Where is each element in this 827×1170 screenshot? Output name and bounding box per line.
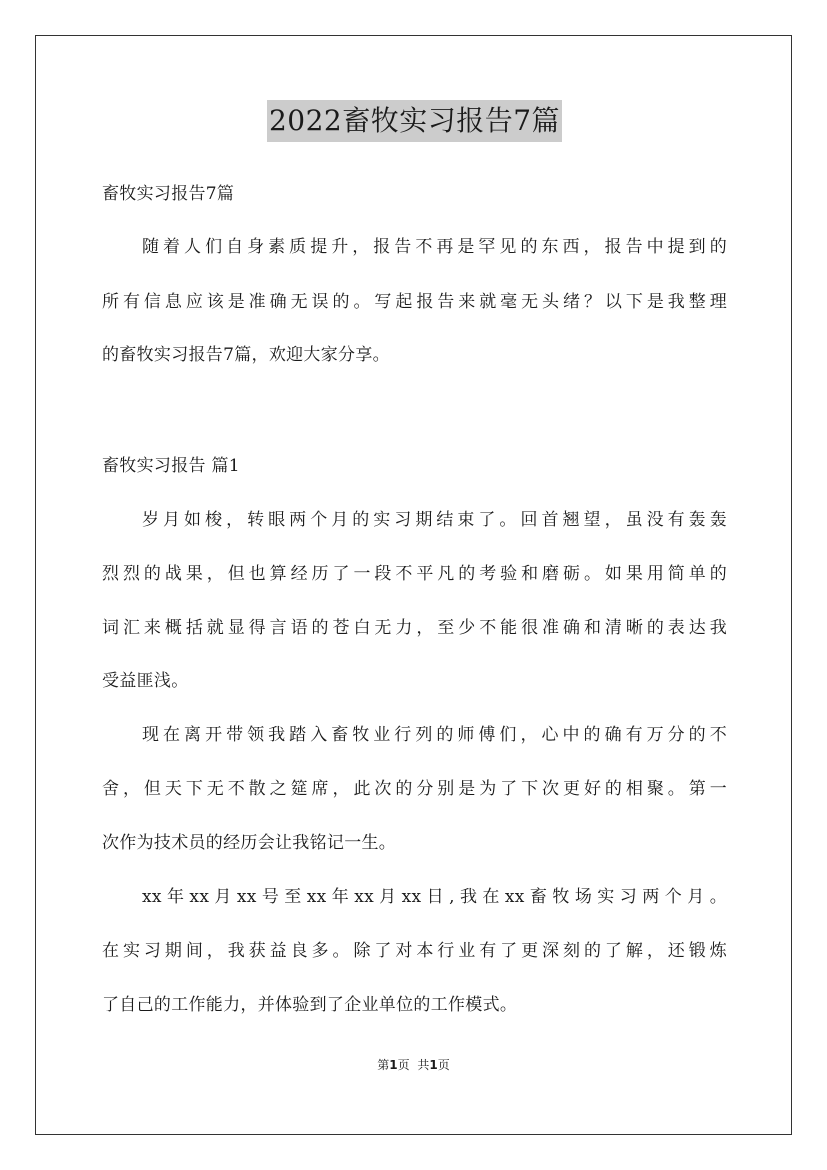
paragraph1-line-3: 词汇来概括就显得言语的苍白无力，至少不能很准确和清晰的表达我 bbox=[102, 618, 727, 638]
paragraph1-line-4: 受益匪浅。 bbox=[102, 671, 189, 691]
paragraph1-line-1: 岁月如梭，转眼两个月的实习期结束了。回首翘望，虽没有轰轰 bbox=[142, 510, 727, 530]
paragraph3-line-2: 在实习期间，我获益良多。除了对本行业有了更深刻的了解，还锻炼 bbox=[102, 941, 727, 961]
intro-line-1: 随着人们自身素质提升，报告不再是罕见的东西，报告中提到的 bbox=[142, 237, 727, 257]
page-prefix: 第 bbox=[377, 1058, 390, 1072]
paragraph2-line-1: 现在离开带领我踏入畜牧业行列的师傅们，心中的确有万分的不 bbox=[142, 725, 727, 745]
page-footer bbox=[0, 1057, 827, 1073]
document-title bbox=[102, 100, 727, 142]
paragraph2-line-2: 舍，但天下无不散之筵席，此次的分别是为了下次更好的相聚。第一 bbox=[102, 779, 727, 799]
paragraph1-line-2: 烈烈的战果，但也算经历了一段不平凡的考验和磨砺。如果用简单的 bbox=[102, 564, 727, 584]
intro-line-2: 所有信息应该是准确无误的。写起报告来就毫无头绪？以下是我整理 bbox=[102, 292, 727, 312]
intro-line-3: 的畜牧实习报告7篇，欢迎大家分享。 bbox=[102, 345, 390, 365]
total-prefix: 共 bbox=[417, 1058, 430, 1072]
paragraph3-line-3: 了自己的工作能力，并体验到了企业单位的工作模式。 bbox=[102, 995, 518, 1015]
page-suffix: 页 bbox=[397, 1058, 410, 1072]
document-title-text: 2022畜牧实习报告7篇 bbox=[267, 100, 562, 142]
section-heading: 畜牧实习报告 篇1 bbox=[102, 456, 240, 476]
paragraph3-line-1: xx年xx月xx号至xx年xx月xx日,我在xx畜牧场实习两个月。 bbox=[142, 887, 727, 907]
total-pages: 1 bbox=[429, 1058, 438, 1072]
document-subtitle: 畜牧实习报告7篇 bbox=[102, 184, 235, 204]
paragraph2-line-3: 次作为技术员的经历会让我铭记一生。 bbox=[102, 833, 397, 853]
page-number: 1 bbox=[389, 1058, 398, 1072]
total-suffix: 页 bbox=[437, 1058, 450, 1072]
